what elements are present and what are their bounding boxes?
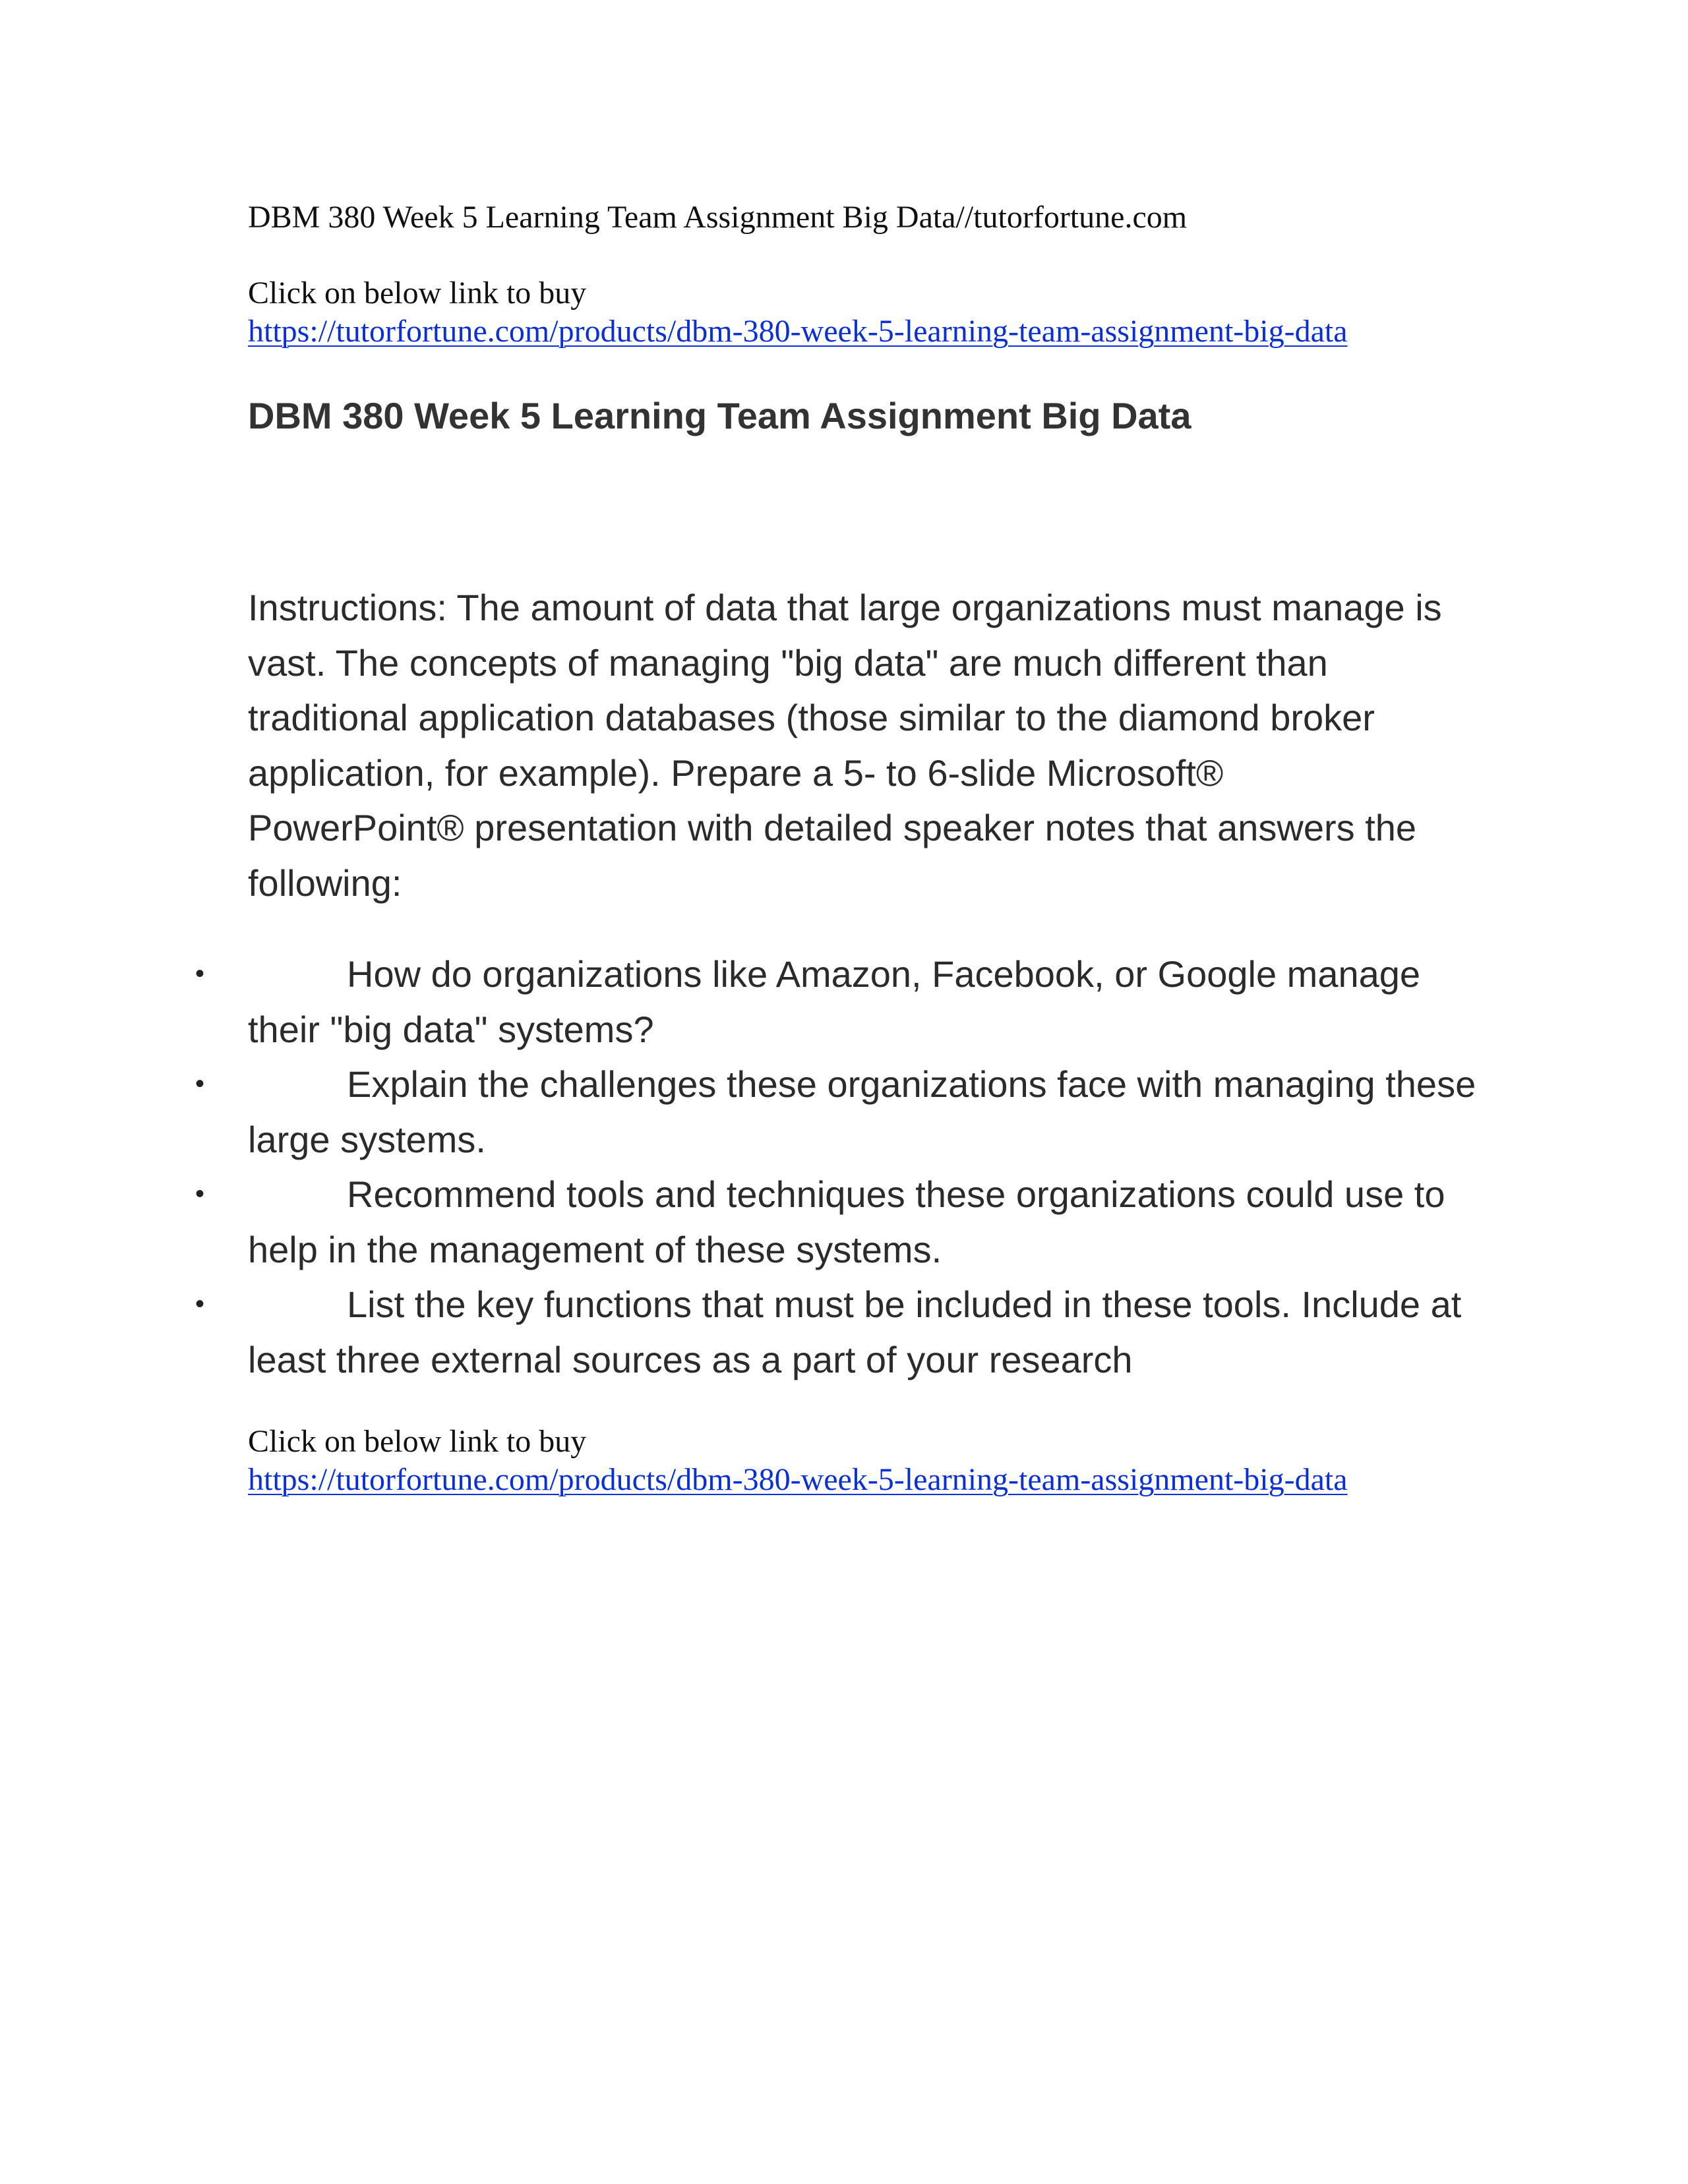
list-item-text: Recommend tools and techniques these organizations could use to help in the management of these systems. [248,1173,1445,1270]
bullet-icon: • [195,1289,205,1318]
list-item-text: How do organizations like Amazon, Facebook, or Google manage their "big data" systems? [248,953,1421,1050]
buy-link-block-top [248,274,1501,351]
bullet-icon: • [195,1179,205,1208]
list-item [0,1057,1501,1167]
question-list [0,947,1517,1387]
bullet-icon: • [195,1069,205,1098]
instructions-paragraph: Instructions: The amount of data that large organizations must manage is vast. The concepts of managing "big data" are much different than traditional application databases (those similar to the diamond broker application, for example). Prepare a 5- to 6-slide Microsoft® PowerPoint® presentation with detailed speaker notes that answers the following: [248,587,1442,904]
buy-link-block-bottom [248,1423,1501,1499]
list-item [0,1277,1501,1387]
buy-prompt-bottom: Click on below link to buy [248,1424,587,1459]
list-item-text: List the key functions that must be included in these tools. Include at least three external sources as a part of your research [248,1284,1462,1380]
list-item [0,1167,1501,1277]
buy-link-bottom[interactable]: https://tutorfortune.com/products/dbm-380-week-5-learning-team-assignment-big-data [248,1462,1348,1497]
document-title-line: DBM 380 Week 5 Learning Team Assignment Big Data//tutorfortune.com [248,200,1188,235]
buy-link-top[interactable]: https://tutorfortune.com/products/dbm-380-week-5-learning-team-assignment-big-data [248,314,1348,349]
list-item-text: Explain the challenges these organizations face with managing these large systems. [248,1063,1476,1160]
bullet-icon: • [195,959,205,988]
assignment-heading: DBM 380 Week 5 Learning Team Assignment Big Data [248,395,1191,436]
buy-prompt-top: Click on below link to buy [248,276,587,310]
list-item [0,947,1501,1057]
